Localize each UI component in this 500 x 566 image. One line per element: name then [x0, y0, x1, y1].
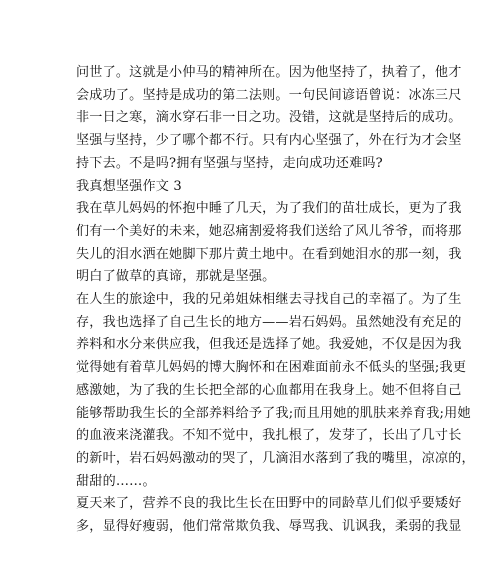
text-line: 觉得她有着草儿妈妈的博大胸怀和在困难面前永不低头的坚强;我更: [76, 360, 467, 376]
text-line: 坚强与坚持，少了哪个都不行。只有内心坚强了，外在行为才会坚: [76, 133, 462, 149]
text-line: 存，我也选择了自己生长的地方——岩石妈妈。虽然她没有充足的: [76, 314, 462, 330]
text-line: 能够帮助我生长的全部养料给予了我;而且用她的肌肤来养育我;用她: [76, 405, 471, 421]
text-line: 多，显得好瘦弱，他们常常欺负我、辱骂我、讥讽我，柔弱的我显: [76, 519, 462, 535]
text-line: 非一日之寒，滴水穿石非一日之功。没错，这就是坚持后的成功。: [76, 110, 462, 126]
text-line: 甜甜的……。: [76, 473, 156, 489]
paragraph-1: [76, 62, 462, 176]
document-body: [76, 62, 475, 539]
text-line: 持下去。不是吗?拥有坚强与坚持，走向成功还难吗?: [76, 155, 383, 171]
text-line: 问世了。这就是小仲马的精神所在。因为他坚持了，执着了，他才: [76, 65, 462, 80]
text-line: 我在草儿妈妈的怀抱中睡了几天，为了我们的苗壮成长，更为了我: [76, 201, 462, 217]
text-line: 明白了做草的真谛，那就是坚强。: [76, 269, 276, 285]
text-line: 感激她，为了我的生长把全部的心血都用在我身上。她不但将自己: [76, 382, 462, 398]
text-line: 在人生的旅途中，我的兄弟姐妹相继去寻找自己的幸福了。为了生: [76, 292, 462, 308]
text-line: 们有一个美好的未来，她忍痛割爱将我们送给了风儿爷爷，而将那: [76, 223, 462, 239]
paragraph-2: [76, 198, 462, 289]
text-line: 养料和水分来供应我，但我还是选择了她。我爱她，不仅是因为我: [76, 337, 462, 353]
text-line: 的新叶，岩石妈妈激动的哭了，几滴泪水落到了我的嘴里，凉凉的，: [76, 450, 475, 466]
paragraph-4: [76, 493, 462, 538]
text-line: 失儿的泪水洒在她脚下那片黄土地中。在看到她泪水的那一刻，我: [76, 246, 462, 262]
section-heading: 我真想坚强作文 3: [76, 178, 182, 194]
text-line: 会成功了。坚持是成功的第二法则。一句民间谚语曾说：冰冻三尺: [76, 87, 462, 103]
text-line: 的血液来浇灌我。不知不觉中，我扎根了，发芽了，长出了几寸长: [76, 428, 462, 444]
paragraph-3: [76, 289, 475, 493]
text-line: 夏天来了，营养不良的我比生长在田野中的同龄草儿们似乎要矮好: [76, 496, 462, 512]
